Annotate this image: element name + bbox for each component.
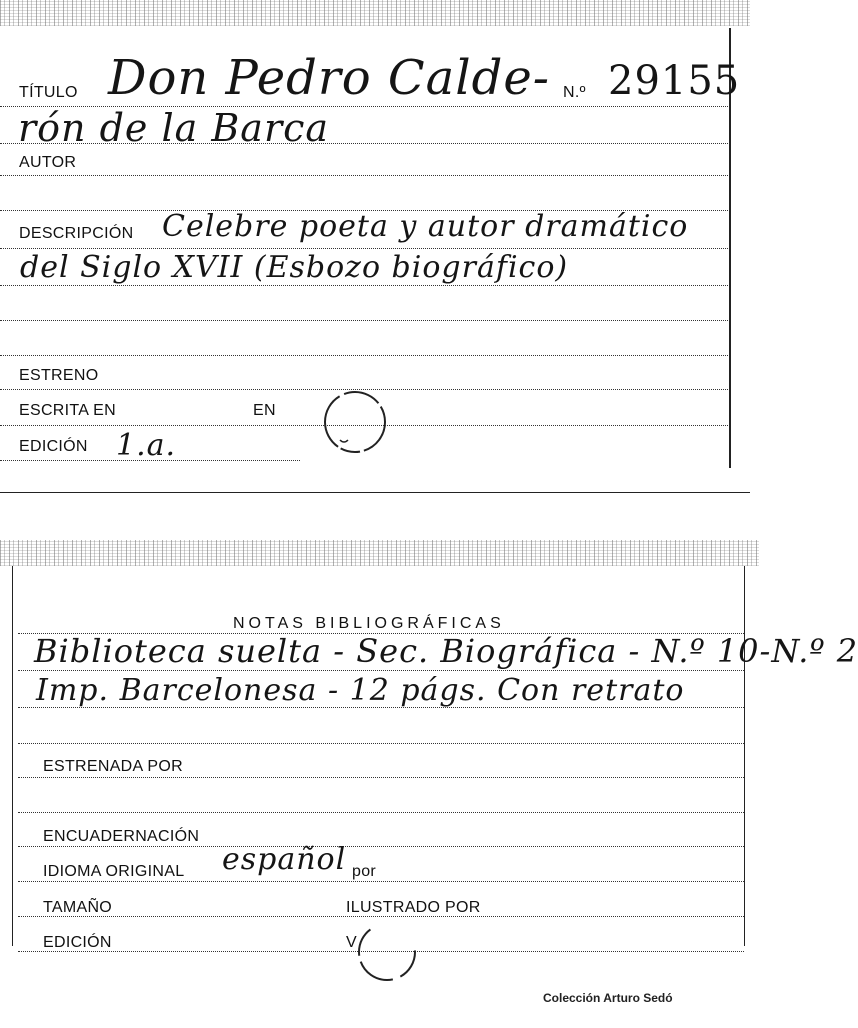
notas-rule-4 — [18, 743, 744, 744]
autor-rule — [0, 175, 728, 176]
titulo-label: TÍTULO — [19, 84, 78, 101]
numero-value: 29155 — [608, 58, 741, 104]
catalog-card-front — [0, 0, 750, 493]
en-label: EN — [253, 402, 276, 419]
descripcion-value-line2: del Siglo XVII (Esbozo biográfico) — [20, 250, 569, 285]
titulo-rule-2 — [0, 143, 728, 144]
descripcion-label: DESCRIPCIÓN — [19, 225, 134, 242]
descripcion-value-line1: Celebre poeta y autor dramático — [162, 209, 689, 244]
estrenada-por-label: ESTRENADA POR — [43, 758, 183, 775]
tamano-rule — [18, 916, 744, 917]
scan-noise-top — [0, 540, 759, 566]
notas-bibliograficas-heading: NOTAS BIBLIOGRÁFICAS — [233, 615, 505, 632]
collection-credit: Colección Arturo Sedó — [543, 991, 673, 1005]
edicion-label: EDICIÓN — [19, 438, 88, 455]
titulo-value-line2: rón de la Barca — [18, 106, 330, 150]
notas-rule-3 — [18, 707, 744, 708]
numero-label: N.º — [563, 84, 586, 101]
encuadernacion-label: ENCUADERNACIÓN — [43, 828, 200, 845]
descripcion-rule-4 — [0, 355, 728, 356]
notes-line2: Imp. Barcelonesa - 12 págs. Con retrato — [36, 673, 685, 708]
descripcion-rule-3 — [0, 320, 728, 321]
descripcion-rule-2 — [0, 285, 728, 286]
estrenada-rule-2 — [18, 812, 744, 813]
estrenada-rule — [18, 777, 744, 778]
card-left-border — [12, 566, 13, 946]
edicion-rule — [0, 460, 300, 461]
encuadernacion-rule — [18, 846, 744, 847]
idioma-value: español — [222, 842, 347, 877]
descripcion-rule-1 — [0, 248, 728, 249]
titulo-value-line1: Don Pedro Calde- — [108, 50, 550, 106]
ilustrado-por-label: ILUSTRADO POR — [346, 899, 481, 916]
notas-rule-2 — [18, 670, 744, 671]
v-label: V — [346, 934, 357, 951]
idioma-rule — [18, 881, 744, 882]
idioma-original-label: IDIOMA ORIGINAL — [43, 863, 185, 880]
por-label: por — [352, 863, 377, 880]
edicion-label: EDICIÓN — [43, 934, 112, 951]
card-bottom-edge — [0, 492, 750, 493]
autor-label: AUTOR — [19, 154, 77, 171]
estreno-label: ESTRENO — [19, 367, 99, 384]
card-right-border — [744, 566, 745, 946]
tamano-label: TAMAÑO — [43, 899, 113, 916]
round-stamp-icon — [320, 388, 390, 458]
edicion-value: 1.a. — [116, 428, 177, 463]
catalog-card-back — [0, 540, 858, 1028]
escrita-en-label: ESCRITA EN — [19, 402, 116, 419]
scan-noise-top — [0, 0, 750, 26]
round-stamp-icon — [352, 918, 422, 988]
notes-line1: Biblioteca suelta - Sec. Biográfica - N.º 10-N.º 2 — [34, 632, 858, 670]
